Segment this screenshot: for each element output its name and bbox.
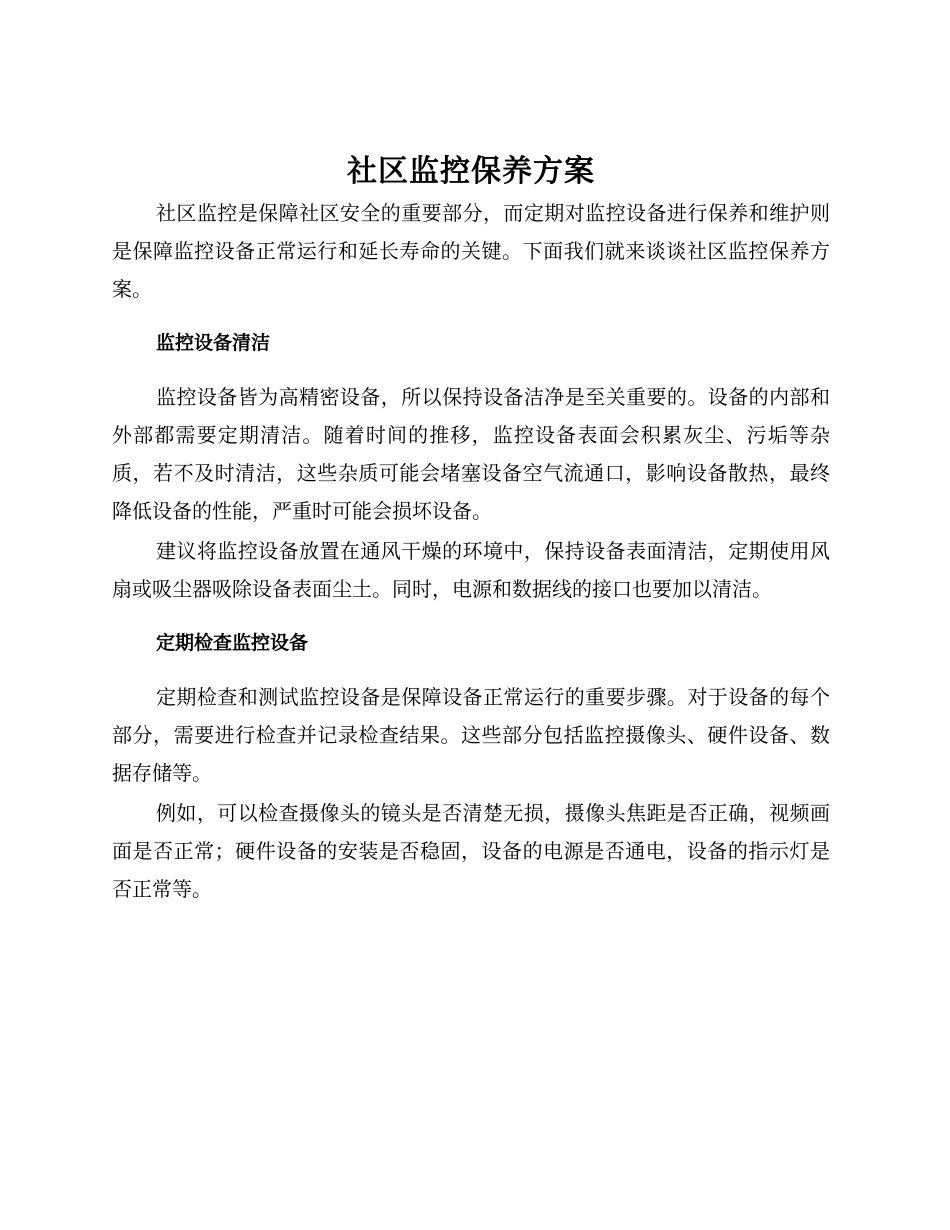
section-heading-inspection: 定期检查监控设备 [156,632,309,654]
document-title: 社区监控保养方案 [347,154,595,189]
cleaning-paragraph-2: 建议将监控设备放置在通风干燥的环境中，保持设备表面清洁，定期使用风扇或吸尘器吸除设备表面尘土。同时，电源和数据线的接口也要加以清洁。 [112,539,830,601]
intro-paragraph: 社区监控是保障社区安全的重要部分，而定期对监控设备进行保养和维护则是保障监控设备正常运行和延长寿命的关键。下面我们就来谈谈社区监控保养方案。 [112,201,830,301]
document-page [112,150,830,908]
section-heading-cleaning: 监控设备清洁 [156,332,271,354]
cleaning-paragraph-1: 监控设备皆为高精密设备，所以保持设备洁净是至关重要的。设备的内部和外部都需要定期清洁。随着时间的推移，监控设备表面会积累灰尘、污垢等杂质，若不及时清洁，这些杂质可能会堵塞设备空气流通口，影响设备散热，最终降低设备的性能，严重时可能会损坏设备。 [112,385,830,523]
inspection-paragraph-1: 定期检查和测试监控设备是保障设备正常运行的重要步骤。对于设备的每个部分，需要进行检查并记录检查结果。这些部分包括监控摄像头、硬件设备、数据存储等。 [112,685,830,785]
inspection-paragraph-2: 例如，可以检查摄像头的镜头是否清楚无损，摄像头焦距是否正确，视频画面是否正常；硬件设备的安装是否稳固，设备的电源是否通电，设备的指示灯是否正常等。 [112,801,830,901]
